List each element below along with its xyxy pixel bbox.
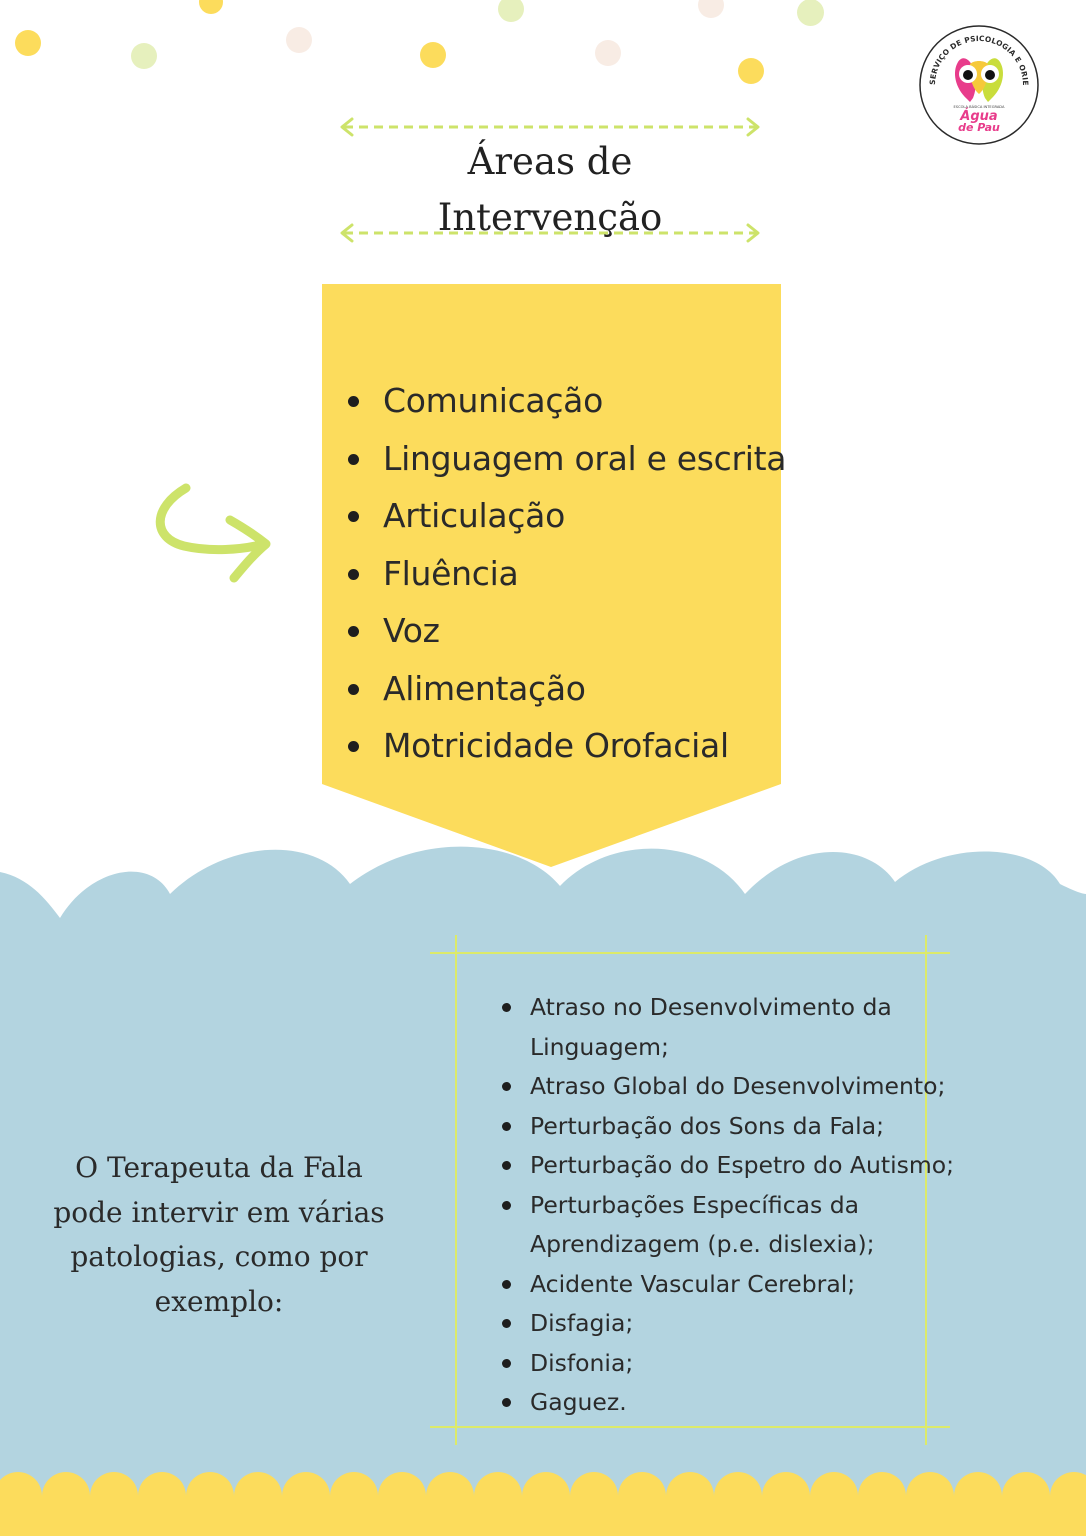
logo-brand-line1: Água (960, 109, 998, 124)
school-logo (918, 24, 1040, 146)
list-item: Atraso no Desenvolvimento da Linguagem; (500, 988, 970, 1067)
list-item: Acidente Vascular Cerebral; (500, 1265, 970, 1305)
list-item: Atraso Global do Desenvolvimento; (500, 1067, 970, 1107)
intro-text: O Terapeuta da Fala pode intervir em várias patologias, como por exemplo: (53, 1151, 385, 1318)
dot (595, 40, 621, 66)
list-item: Articulação (345, 487, 786, 545)
dot (131, 43, 157, 69)
list-item: Alimentação (345, 660, 786, 718)
dot (797, 0, 824, 26)
list-item: Voz (345, 602, 786, 660)
dot (498, 0, 524, 22)
logo-ring-text: SERVIÇO DE PSICOLOGIA E ORIE (927, 33, 1031, 86)
list-item: Perturbações Específicas da Aprendizagem (p.e. dislexia); (500, 1186, 970, 1265)
dot (420, 42, 446, 68)
areas-list (345, 372, 786, 775)
list-item: Fluência (345, 545, 786, 603)
list-item: Linguagem oral e escrita (345, 430, 786, 488)
list-item: Comunicação (345, 372, 786, 430)
list-item: Perturbação dos Sons da Fala; (500, 1107, 970, 1147)
bottom-scallop-border (0, 1470, 1086, 1536)
dot (199, 0, 223, 14)
list-item: Disfonia; (500, 1344, 970, 1384)
list-item: Gaguez. (500, 1383, 970, 1423)
list-item: Motricidade Orofacial (345, 717, 786, 775)
list-item: Perturbação do Espetro do Autismo; (500, 1146, 970, 1186)
dot (738, 58, 764, 84)
owl-logo-icon (918, 24, 1040, 146)
dot (15, 30, 41, 56)
dot (698, 0, 724, 18)
title-line: Intervenção (437, 196, 663, 239)
logo-brand-line2: de Pau (958, 121, 1000, 134)
page-title (380, 134, 720, 246)
list-item: Disfagia; (500, 1304, 970, 1344)
logo-brand-top: ESCOLA BÁSICA INTEGRADA (953, 105, 1005, 109)
title-line: Áreas de (467, 140, 633, 183)
dot (286, 27, 312, 53)
curved-arrow-icon (146, 482, 276, 586)
pathologies-list (500, 988, 970, 1423)
